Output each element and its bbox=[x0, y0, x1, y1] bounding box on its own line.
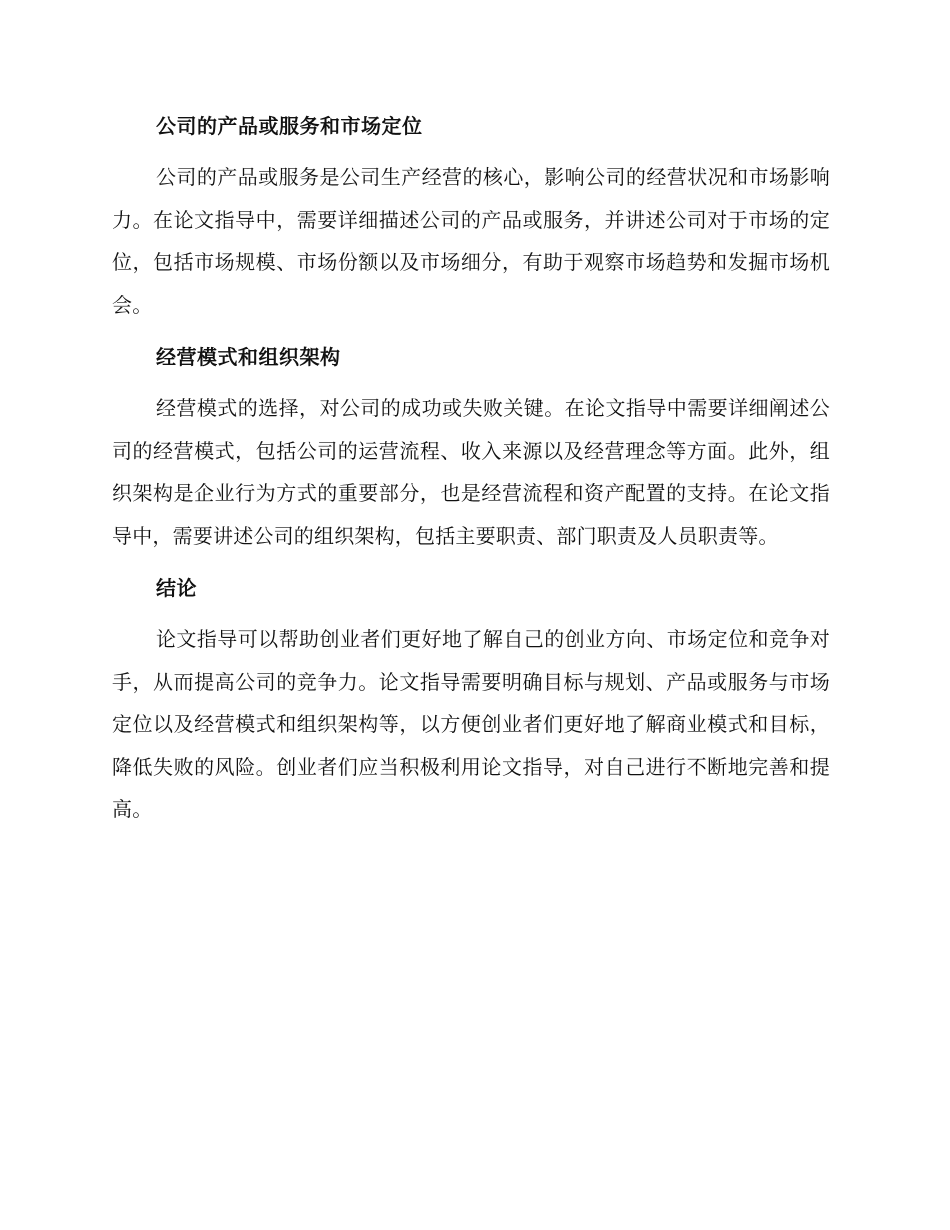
section-product-market bbox=[112, 106, 830, 326]
document-page bbox=[112, 106, 830, 842]
section-conclusion bbox=[112, 568, 830, 831]
section-heading: 公司的产品或服务和市场定位 bbox=[156, 114, 423, 138]
section-business-model bbox=[112, 337, 830, 557]
section-paragraph: 公司的产品或服务是公司生产经营的核心，影响公司的经营状况和市场影响力。在论文指导中，需要详细描述公司的产品或服务，并讲述公司对于市场的定位，包括市场规模、市场份额以及市场细分，有助于观察市场趋势和发掘市场机会。 bbox=[112, 165, 830, 317]
section-paragraph: 论文指导可以帮助创业者们更好地了解自己的创业方向、市场定位和竞争对手，从而提高公司的竞争力。论文指导需要明确目标与规划、产品或服务与市场定位以及经营模式和组织架构等，以方便创业者们更好地了解商业模式和目标，降低失败的风险。创业者们应当积极利用论文指导，对自己进行不断地完善和提高。 bbox=[112, 627, 830, 821]
section-paragraph: 经营模式的选择，对公司的成功或失败关键。在论文指导中需要详细阐述公司的经营模式，包括公司的运营流程、收入来源以及经营理念等方面。此外，组织架构是企业行为方式的重要部分，也是经营流程和资产配置的支持。在论文指导中，需要讲述公司的组织架构，包括主要职责、部门职责及人员职责等。 bbox=[112, 396, 830, 548]
section-heading: 经营模式和组织架构 bbox=[156, 345, 341, 369]
section-heading: 结论 bbox=[156, 576, 197, 600]
